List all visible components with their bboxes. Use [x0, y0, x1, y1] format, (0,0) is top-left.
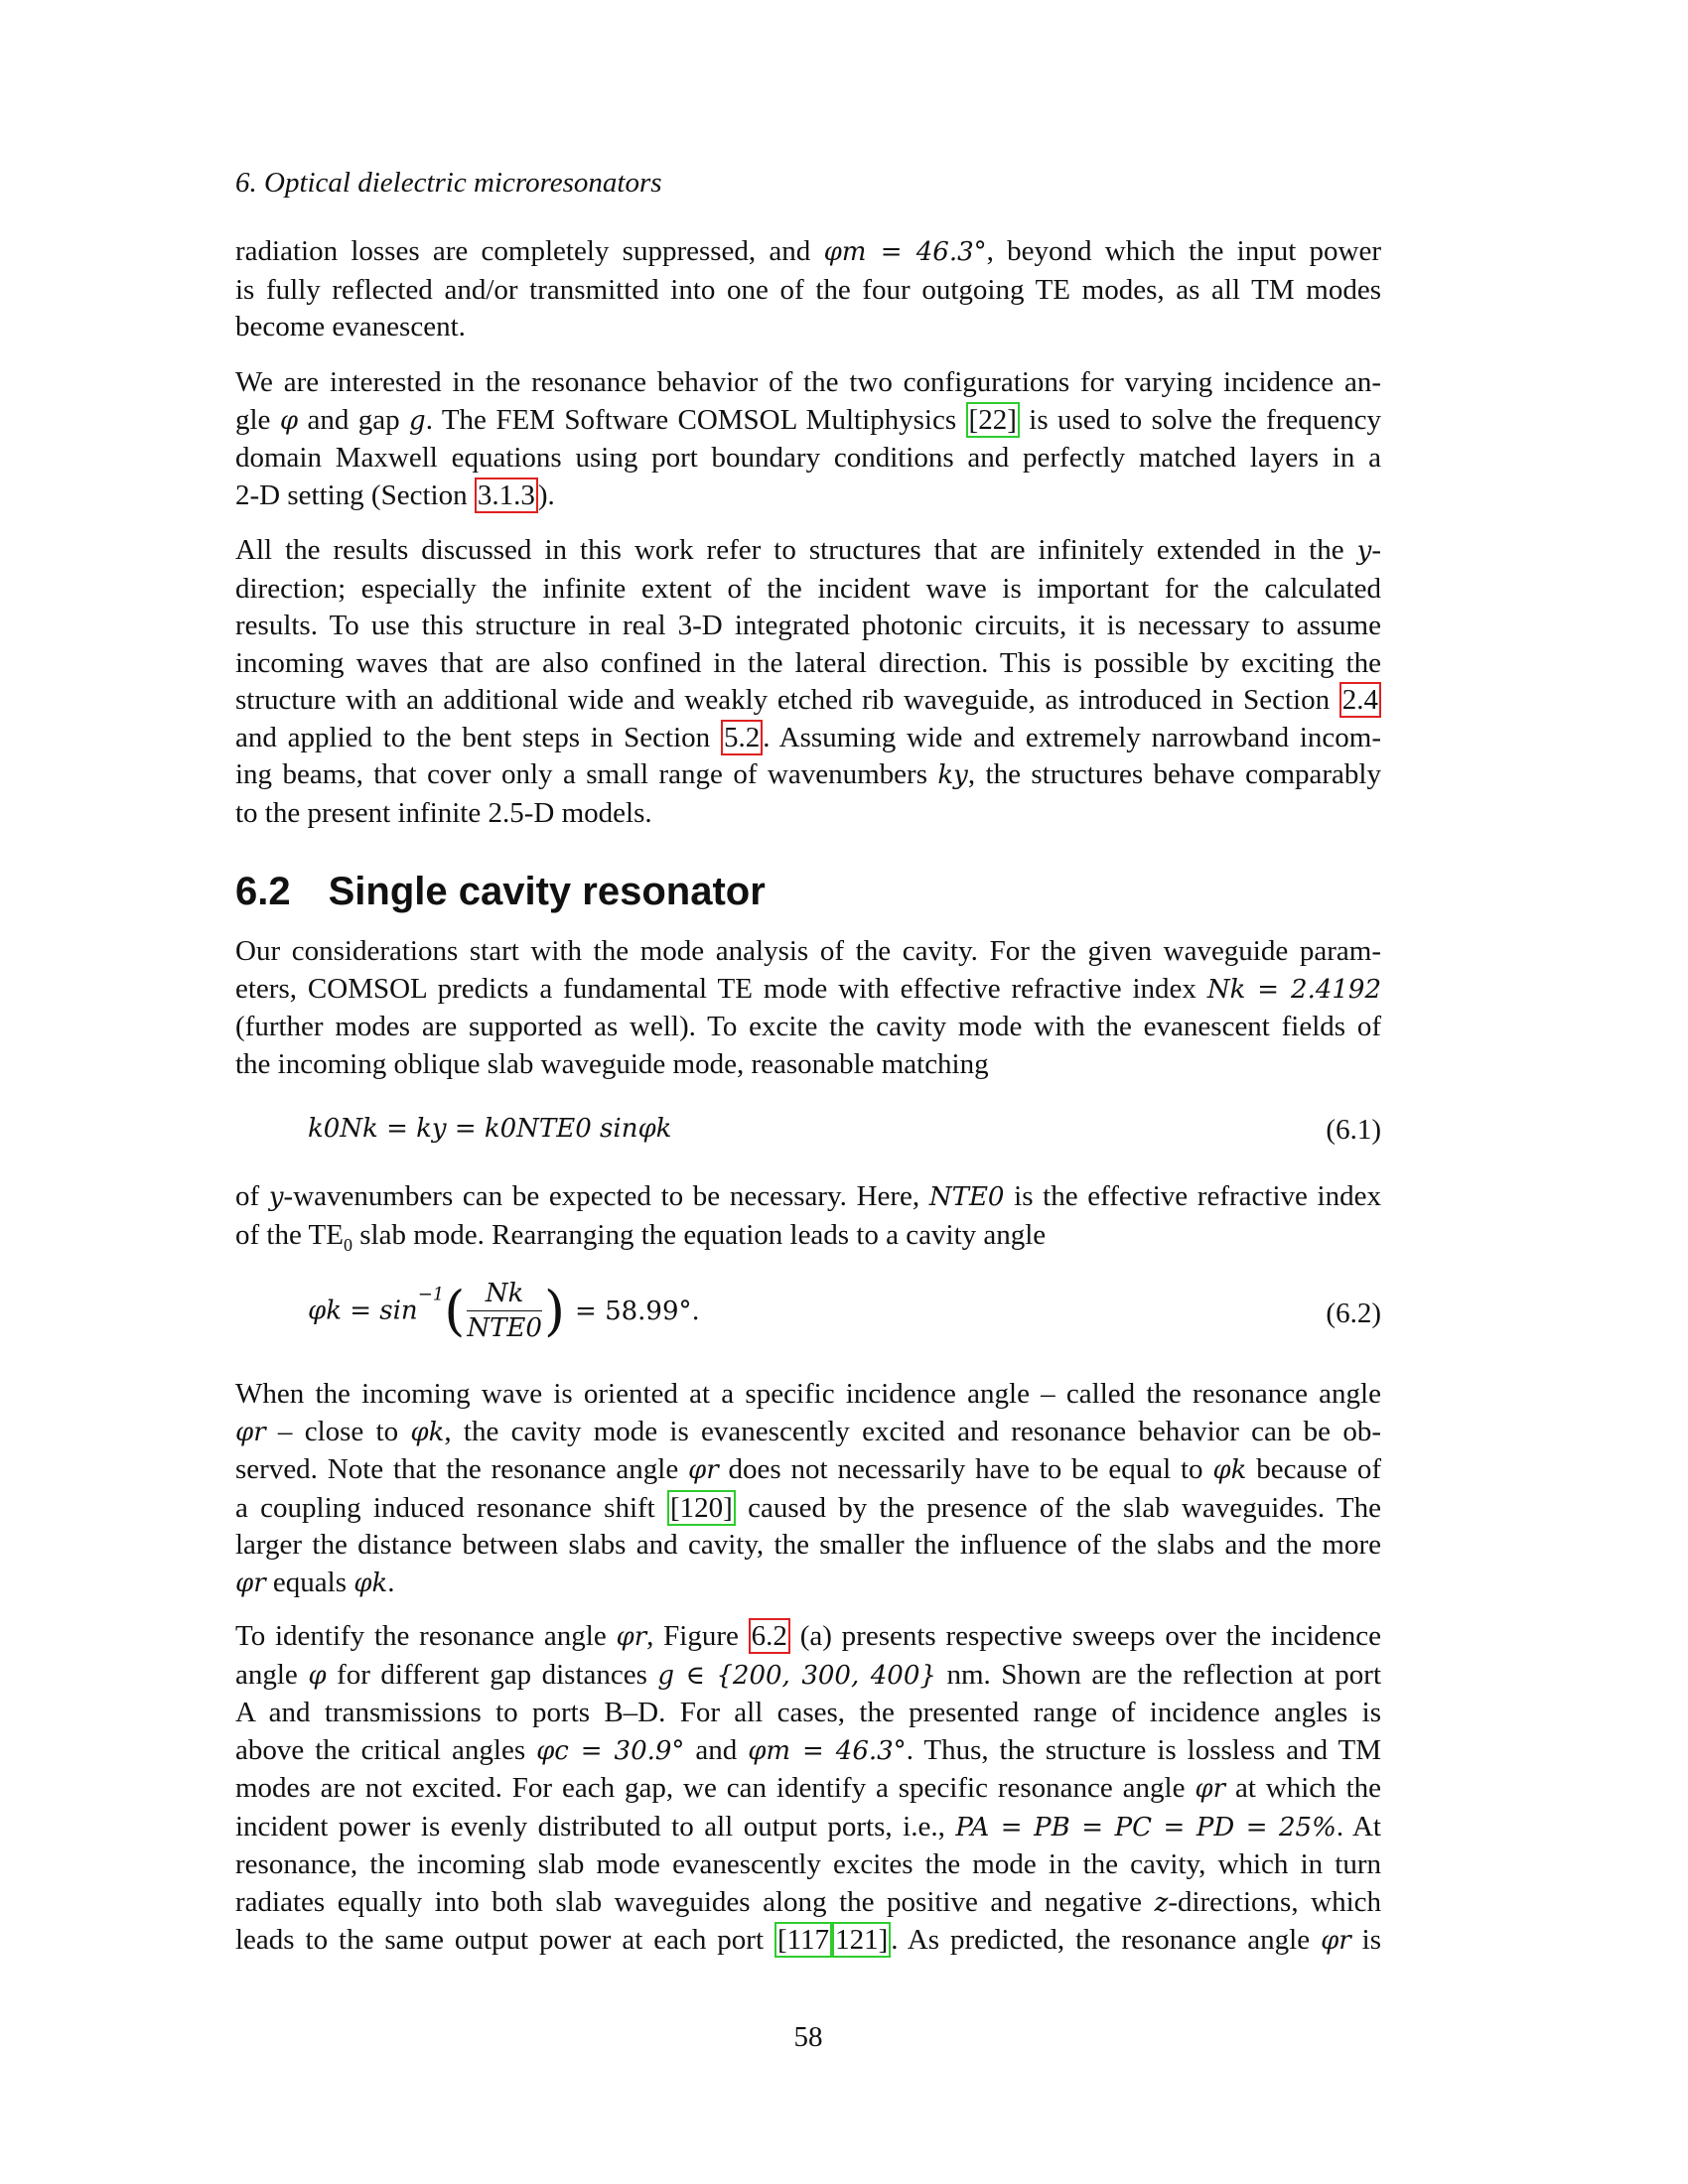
text-run: because of [1246, 1453, 1382, 1485]
text-run: eters, COMSOL predicts a fundamental TE mode with effective refractive index [235, 972, 1207, 1005]
text-run: . Thus, the structure is lossless and TM [906, 1733, 1382, 1766]
math-inline: PA = PB = PC = PD = 25% [955, 1812, 1336, 1843]
text-run: gle [235, 403, 280, 436]
text-line [235, 532, 1381, 571]
math-inline: NTE0 [928, 1182, 1005, 1212]
text-line: to the present infinite 2.5-D models. [235, 796, 652, 829]
citation-link[interactable]: 121] [832, 1922, 891, 1958]
text-run: served. Note that the resonance angle [235, 1453, 689, 1485]
text-run: of [235, 1180, 269, 1212]
text-run: -wavenumbers can be expected to be necessary. Here, [283, 1180, 929, 1212]
fraction-denominator: NTE0 [467, 1313, 542, 1343]
text-line: We are interested in the resonance behavior of the two configurations for varying incidence an- [235, 366, 1381, 398]
text-run: ing beams, that cover only a small range of wavenumbers [235, 758, 938, 790]
paragraph-1 [235, 233, 1381, 346]
text-line: the incoming oblique slab waveguide mode, reasonable matching [235, 1047, 989, 1080]
math-inline: φr [688, 1455, 719, 1485]
math-inline: φk [410, 1417, 445, 1447]
text-line [235, 1884, 1381, 1923]
text-line: results. To use this structure in real 3-D integrated photonic circuits, it is necessary to assume [235, 610, 1381, 641]
text-line [235, 1565, 1381, 1603]
text-run: All the results discussed in this work refer to structures that are infinitely extended in the [235, 534, 1357, 566]
text-run: – close to [265, 1415, 411, 1447]
text-line: domain Maxwell equations using port boundary conditions and perfectly matched layers in a [235, 442, 1381, 474]
fraction [467, 1279, 542, 1343]
superscript: −1 [417, 1284, 445, 1305]
citation-link[interactable]: [120] [667, 1490, 736, 1526]
math-inline: φ [279, 405, 299, 436]
text-line [235, 1809, 1381, 1847]
text-line [235, 1657, 1381, 1696]
equation-expression: k0Nk = ky = k0NTE0 sinφk [308, 1114, 672, 1144]
text-line: When the incoming wave is oriented at a specific incidence angle – called the resonance angle [235, 1378, 1381, 1410]
text-run: is the effective refractive index [1004, 1180, 1381, 1212]
equation-lhs: φk = sin [308, 1296, 418, 1326]
text-line [235, 402, 1381, 441]
text-run: . At [1336, 1810, 1381, 1843]
text-run: ). [537, 478, 555, 511]
text-line: incoming waves that are also confined in the lateral direction. This is possible by exciting the [235, 646, 1381, 679]
text-run: is used to solve the frequency [1019, 403, 1381, 436]
text-run: does not necessarily have to be equal to [718, 1453, 1213, 1485]
math-inline: φc = 30.9° [536, 1735, 685, 1766]
math-inline: φm = 46.3° [823, 237, 987, 267]
right-paren: ) [543, 1280, 566, 1342]
text-line: is fully reflected and/or transmitted into one of the four outgoing TE modes, as all TM modes [235, 273, 1381, 306]
text-line [235, 1732, 1381, 1771]
text-run: 2-D setting (Section [235, 478, 475, 511]
text-run: modes are not excited. For each gap, we can identify a specific resonance angle [235, 1772, 1196, 1804]
text-line [235, 1490, 1381, 1528]
math-inline: g [409, 405, 426, 436]
text-line: become evanescent. [235, 311, 466, 342]
equation-6-1 [308, 1114, 1381, 1163]
text-run: a coupling induced resonance shift [235, 1491, 667, 1524]
text-line: direction; especially the infinite extent of the incident wave is important for the calculated [235, 572, 1381, 605]
text-run: . The FEM Software COMSOL Multiphysics [425, 403, 966, 436]
text-run: , Figure [646, 1620, 749, 1652]
text-run: , beyond which the input power [986, 235, 1381, 267]
text-line [235, 233, 1381, 272]
math-inline: g ∈ {200, 300, 400} [657, 1660, 936, 1691]
text-line: resonance, the incoming slab mode evanescently excites the mode in the cavity, which in turn [235, 1848, 1381, 1880]
paragraph-4 [235, 933, 1381, 1083]
math-inline: φr [235, 1568, 266, 1598]
text-run: for different gap distances [326, 1658, 658, 1691]
text-run: and [684, 1733, 749, 1766]
math-inline: φ [308, 1660, 327, 1691]
text-line [235, 1618, 1381, 1657]
text-line: A and transmissions to ports B–D. For all cases, the presented range of incidence angles is [235, 1697, 1381, 1728]
math-inline: φk [1212, 1455, 1247, 1485]
text-line: larger the distance between slabs and cavity, the smaller the influence of the slabs and the more [235, 1529, 1381, 1561]
section-link[interactable]: 5.2 [721, 720, 763, 755]
text-run: , the cavity mode is evanescently excited and resonance behavior can be ob- [444, 1415, 1381, 1447]
citation-link[interactable]: [22] [966, 402, 1020, 438]
paragraph-6 [235, 1376, 1381, 1602]
text-line [235, 971, 1381, 1010]
equation-number: (6.1) [1326, 1114, 1381, 1146]
text-line: Our considerations start with the mode analysis of the cavity. For the given waveguide param- [235, 935, 1381, 967]
text-run: is [1350, 1924, 1381, 1956]
text-run: equals [265, 1566, 354, 1598]
text-run: incident power is evenly distributed to all output ports, i.e., [235, 1810, 956, 1843]
math-inline: φr [1195, 1774, 1226, 1804]
paragraph-2 [235, 364, 1381, 514]
text-line [235, 1922, 1381, 1961]
left-paren: ( [444, 1280, 466, 1342]
paragraph-3 [235, 532, 1381, 832]
text-run: . Assuming wide and extremely narrowband incom- [763, 721, 1382, 753]
text-line [235, 1178, 1381, 1217]
text-line: (further modes are supported as well). To excite the cavity mode with the evanescent fields of [235, 1011, 1381, 1042]
fraction-numerator: Nk [467, 1279, 542, 1311]
page-number: 58 [793, 2021, 823, 2053]
text-run: radiates equally into both slab waveguides along the positive and negative [235, 1885, 1155, 1918]
text-run: nm. Shown are the reflection at port [935, 1658, 1381, 1691]
text-run: structure with an additional wide and weakly etched rib waveguide, as introduced in Section [235, 684, 1339, 716]
text-line [235, 720, 1381, 757]
text-line [235, 478, 1381, 515]
text-run: , the structures behave comparably [967, 758, 1381, 790]
text-run: - [1371, 534, 1381, 566]
text-run: at which the [1225, 1772, 1381, 1804]
text-run: (a) presents respective sweeps over the incidence [789, 1620, 1381, 1652]
section-link[interactable]: 3.1.3 [475, 478, 538, 513]
subscript: 0 [344, 1234, 352, 1255]
section-title: Single cavity resonator [328, 870, 766, 913]
text-line [235, 1770, 1381, 1809]
text-run: -directions, which [1168, 1885, 1381, 1918]
text-run: radiation losses are completely suppressed, and [235, 235, 824, 267]
paragraph-5 [235, 1178, 1381, 1254]
section-heading [235, 870, 766, 914]
math-inline: Nk = 2.4192 [1206, 974, 1382, 1005]
math-inline: φr [616, 1622, 647, 1652]
section-link[interactable]: 2.4 [1339, 682, 1381, 718]
section-number: 6.2 [235, 870, 291, 913]
math-inline: φm = 46.3° [748, 1735, 907, 1766]
text-run: To identify the resonance angle [235, 1620, 617, 1652]
paragraph-7 [235, 1618, 1381, 1961]
text-run: and applied to the bent steps in Section [235, 721, 721, 753]
text-run: . [387, 1566, 395, 1598]
math-inline: φr [235, 1417, 266, 1447]
text-run: caused by the presence of the slab waveguides. The [735, 1491, 1381, 1524]
running-head: 6. Optical dielectric microresonators [235, 167, 662, 199]
text-line [235, 1451, 1381, 1490]
text-line [235, 682, 1381, 720]
equation-rhs: = 58.99°. [575, 1296, 700, 1326]
text-line [235, 756, 1381, 795]
math-inline: ky [937, 760, 968, 790]
equation-6-2 [308, 1279, 1381, 1358]
text-run: leads to the same output power at each port [235, 1924, 774, 1956]
citation-link[interactable]: [117 [774, 1922, 832, 1958]
text-run: . As predicted, the resonance angle [891, 1924, 1322, 1956]
text-run: and gap [298, 403, 410, 436]
text-run: angle [235, 1658, 309, 1691]
figure-link[interactable]: 6.2 [749, 1618, 790, 1654]
math-inline: y [1356, 536, 1372, 566]
math-inline: y [268, 1182, 284, 1212]
text-run: of the TE [235, 1218, 344, 1251]
text-run: slab mode. Rearranging the equation leads to a cavity angle [352, 1218, 1047, 1251]
text-line [235, 1217, 1381, 1255]
equation-number: (6.2) [1326, 1297, 1381, 1329]
equation-expression [308, 1279, 700, 1343]
math-inline: φk [353, 1568, 388, 1598]
text-run: above the critical angles [235, 1733, 537, 1766]
math-inline: z [1154, 1887, 1169, 1918]
text-line [235, 1414, 1381, 1452]
math-inline: φr [1321, 1926, 1351, 1956]
